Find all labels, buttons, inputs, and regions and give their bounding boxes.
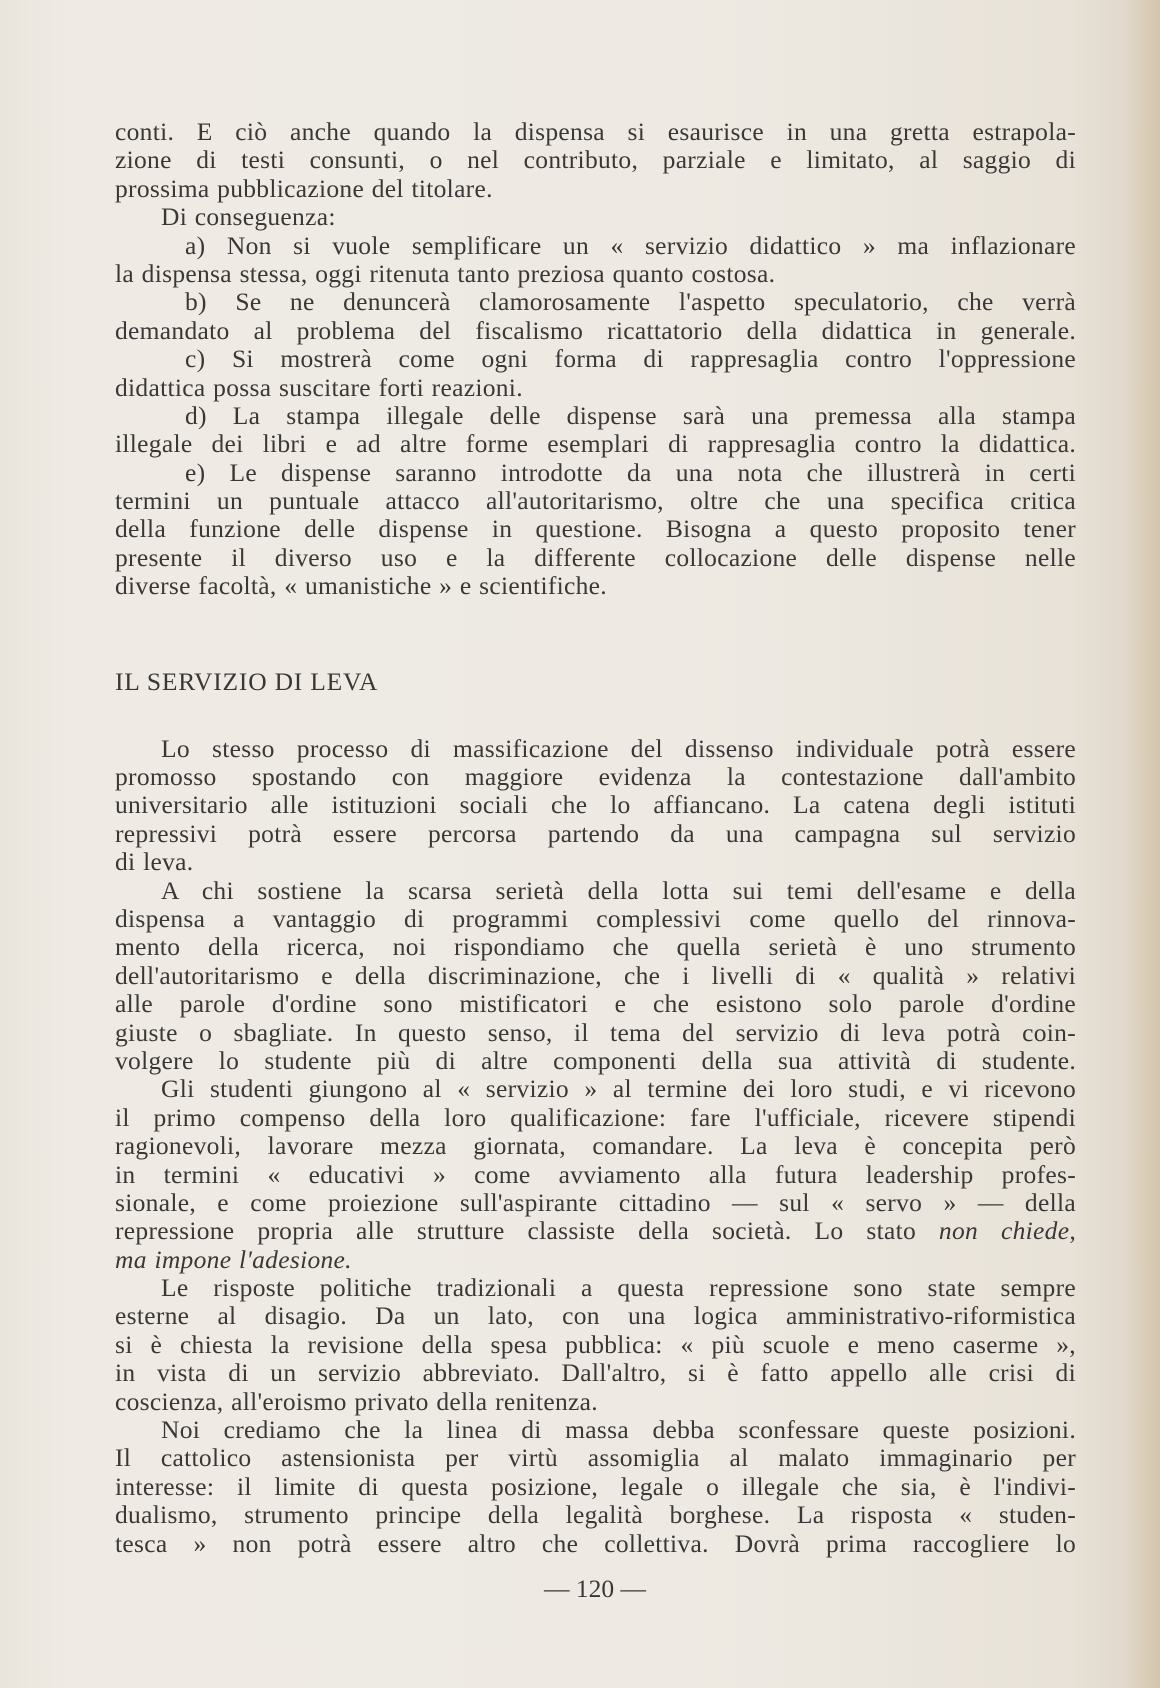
list-item-e: e) Le dispense saranno introdotte da una nota che illustrerà in certi [185,457,1076,487]
text-line: Lo stesso processo di massificazione del dissenso individuale potrà essere [161,733,1076,763]
page-number: — 120 — [544,1574,646,1603]
text-line: sionale, e come proiezione sull'aspirante cittadino — sul « servo » — della [115,1187,1076,1217]
text-line: A chi sostiene la scarsa serietà della lotta sui temi dell'esame e della [161,875,1076,905]
text-line: tesca » non potrà essere altro che collettiva. Dovrà prima raccogliere lo [115,1528,1076,1558]
text-line: giuste o sbagliate. In questo senso, il tema del servizio di leva potrà coin- [115,1017,1076,1047]
text-line: zione di testi consunti, o nel contributo, parziale e limitato, al saggio di [115,145,1076,175]
text-line: la dispensa stessa, oggi ritenuta tanto preziosa quanto costosa. [115,258,776,288]
text-line: demandato al problema del fiscalismo ricattatorio della didattica in generale. [115,315,1076,345]
text-line: termini un puntuale attacco all'autoritarismo, oltre che una specifica critica [115,486,1076,516]
list-item-b: b) Se ne denuncerà clamorosamente l'aspetto speculatorio, che verrà [185,287,1076,317]
text-line: prossima pubblicazione del titolare. [115,173,493,203]
text-line: didattica possa suscitare forti reazioni. [115,372,523,402]
text-line: diverse facoltà, « umanistiche » e scientifiche. [115,571,607,601]
text-line: il primo compenso della loro qualificazione: fare l'ufficiale, ricevere stipendi [115,1102,1076,1132]
text-line: alle parole d'ordine sono mistificatori e che esistono solo parole d'ordine [115,989,1076,1019]
text-line: universitario alle istituzioni sociali che lo affiancano. La catena degli istituti [115,790,1076,820]
text-line: della funzione delle dispense in questione. Bisogna a questo proposito tener [115,514,1076,544]
text-line: dualismo, strumento principe della legalità borghese. La risposta « studen- [115,1500,1076,1530]
italic-fragment: non chiede, [938,1216,1076,1246]
text-line-with-italic [115,1217,1076,1245]
text-line: repressivi potrà essere percorsa partendo da una campagna sul servizio [115,818,1076,848]
text-line: interesse: il limite di questa posizione, legale o illegale che sia, è l'indivi- [115,1471,1076,1501]
section-heading: IL SERVIZIO DI LEVA [115,666,379,696]
body-text-block [115,735,1076,1558]
text-line: ragionevoli, lavorare mezza giornata, comandare. La leva è concepita però [115,1131,1076,1161]
text-line [115,1246,1076,1274]
text-line: di leva. [115,847,194,877]
text-line: Le risposte politiche tradizionali a questa repressione sono state sempre [161,1273,1076,1303]
list-item-a: a) Non si vuole semplificare un « servizio didattico » ma inflazionare [185,230,1076,260]
text-line: illegale dei libri e ad altre forme esemplari di rappresaglia contro la didattica. [115,429,1076,459]
text-line: Gli studenti giungono al « servizio » al termine dei loro studi, e vi ricevono [161,1074,1076,1104]
top-text-block [115,118,1076,601]
text-line: promosso spostando con maggiore evidenza la contestazione dall'ambito [115,762,1076,792]
text-line: Noi crediamo che la linea di massa debba sconfessare queste posizioni. [161,1415,1076,1445]
text-line: coscienza, all'eroismo privato della renitenza. [115,1386,598,1416]
text-line: dispensa a vantaggio di programmi complessivi come quello del rinnova- [115,903,1076,933]
text-line: dell'autoritarismo e della discriminazione, che i livelli di « qualità » relativi [115,960,1076,990]
text-line: in vista di un servizio abbreviato. Dall'altro, si è fatto appello alle crisi di [115,1358,1076,1388]
list-item-c: c) Si mostrerà come ogni forma di rappresaglia contro l'oppressione [185,344,1076,374]
text-fragment: repressione propria alle strutture classiste della società. Lo stato [115,1216,939,1246]
text-line: presente il diverso uso e la differente collocazione delle dispense nelle [115,542,1076,572]
text-line: esterne al disagio. Da un lato, con una logica amministrativo-riformistica [115,1301,1076,1331]
text-line: conti. E ciò anche quando la dispensa si esaurisce in una gretta estrapola- [115,117,1076,146]
text-line: in termini « educativi » come avviamento alla futura leadership profes- [115,1159,1076,1189]
text-line: Il cattolico astensionista per virtù assomiglia al malato immaginario per [115,1443,1076,1473]
italic-line: ma impone l'adesione. [115,1244,352,1274]
text-line: Di conseguenza: [161,202,336,232]
list-item-d: d) La stampa illegale delle dispense sarà una premessa alla stampa [185,400,1076,430]
text-line: volgere lo studente più di altre componenti della sua attività di studente. [115,1045,1076,1075]
text-line: mento della ricerca, noi rispondiamo che quella serietà è uno strumento [115,932,1076,962]
text-line: si è chiesta la revisione della spesa pubblica: « più scuole e meno caserme », [115,1329,1076,1359]
